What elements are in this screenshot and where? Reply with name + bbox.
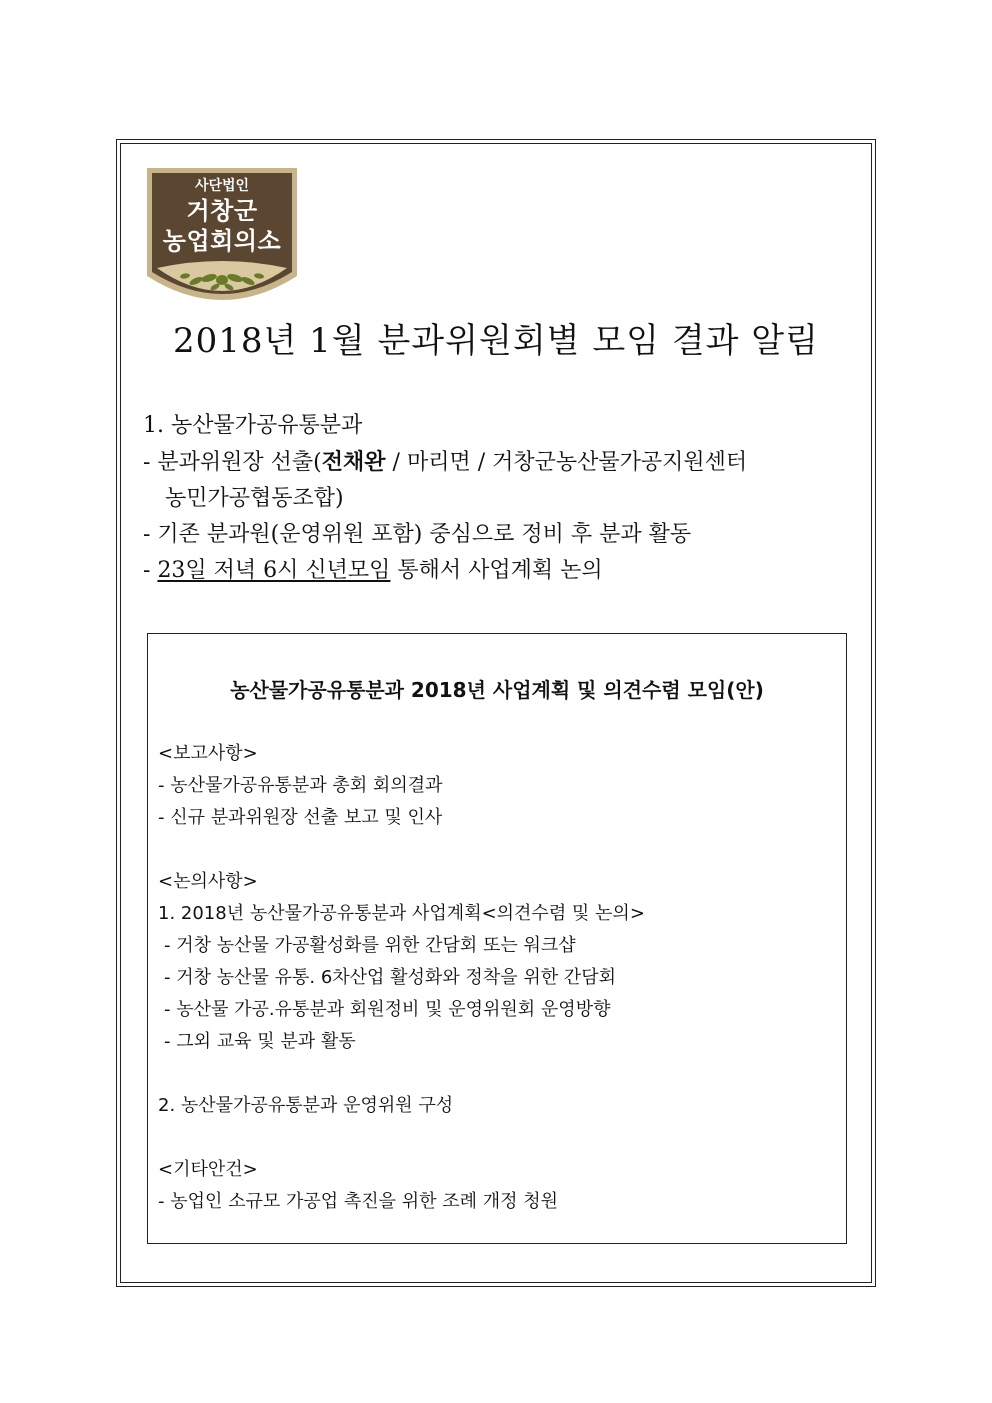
bullet-1-prefix: - 분과위원장 선출( <box>143 450 322 475</box>
meeting-plan-box <box>147 633 847 1244</box>
spacer <box>158 1058 838 1090</box>
page-title: 2018년 1월 분과위원회별 모임 결과 알림 <box>172 321 819 361</box>
logo-text <box>145 176 299 256</box>
box-body <box>158 738 838 1218</box>
logo-name-line1: 거창군 <box>186 197 258 225</box>
section-1-heading: 1. 농산물가공유통분과 <box>143 413 363 438</box>
section-1 <box>143 408 863 589</box>
discussion-item-2: 2. 농산물가공유통분과 운영위원 구성 <box>158 1095 454 1116</box>
section-1-bullet-1-cont: 농민가공협동조합) <box>165 486 344 511</box>
discussion-subitem: - 농산물 가공.유통분과 회원정비 및 운영위원회 운영방향 <box>164 999 611 1020</box>
section-1-bullet-2: - 기존 분과원(운영위원 포함) 중심으로 정비 후 분과 활동 <box>143 522 692 547</box>
chair-name: 전채완 <box>321 449 386 475</box>
logo-name-line2: 농업회의소 <box>162 227 282 255</box>
spacer <box>158 1122 838 1154</box>
section-1-bullet-3 <box>143 553 863 589</box>
section-1-bullet-1 <box>143 444 863 481</box>
report-heading: <보고사항> <box>158 743 258 764</box>
discussion-subitem: - 그외 교육 및 분과 활동 <box>164 1031 356 1052</box>
other-heading: <기타안건> <box>158 1159 258 1180</box>
bullet-1-rest: / 마리면 / 거창군농산물가공지원센터 <box>385 450 748 475</box>
bullet-3-prefix: - <box>143 558 158 583</box>
discussion-item-1: 1. 2018년 농산물가공유통분과 사업계획<의견수렴 및 논의> <box>158 903 645 924</box>
discussion-heading: <논의사항> <box>158 871 258 892</box>
logo-subtitle: 사단법인 <box>194 178 250 194</box>
report-item: - 농산물가공유통분과 총회 회의결과 <box>158 775 443 796</box>
spacer <box>158 834 838 866</box>
discussion-subitem: - 거창 농산물 유통. 6차산업 활성화와 정착을 위한 간담회 <box>164 967 616 988</box>
report-item: - 신규 분과위원장 선출 보고 및 인사 <box>158 807 443 828</box>
bullet-3-rest: 통해서 사업계획 논의 <box>390 558 603 583</box>
other-item: - 농업인 소규모 가공업 촉진을 위한 조례 개정 청원 <box>158 1191 559 1212</box>
box-title: 농산물가공유통분과 2018년 사업계획 및 의견수렴 모임(안) <box>230 678 764 702</box>
meeting-date-underlined: 23일 저녁 6시 신년모임 <box>157 558 391 583</box>
discussion-subitem: - 거창 농산물 가공활성화를 위한 간담회 또는 워크샵 <box>164 935 576 956</box>
